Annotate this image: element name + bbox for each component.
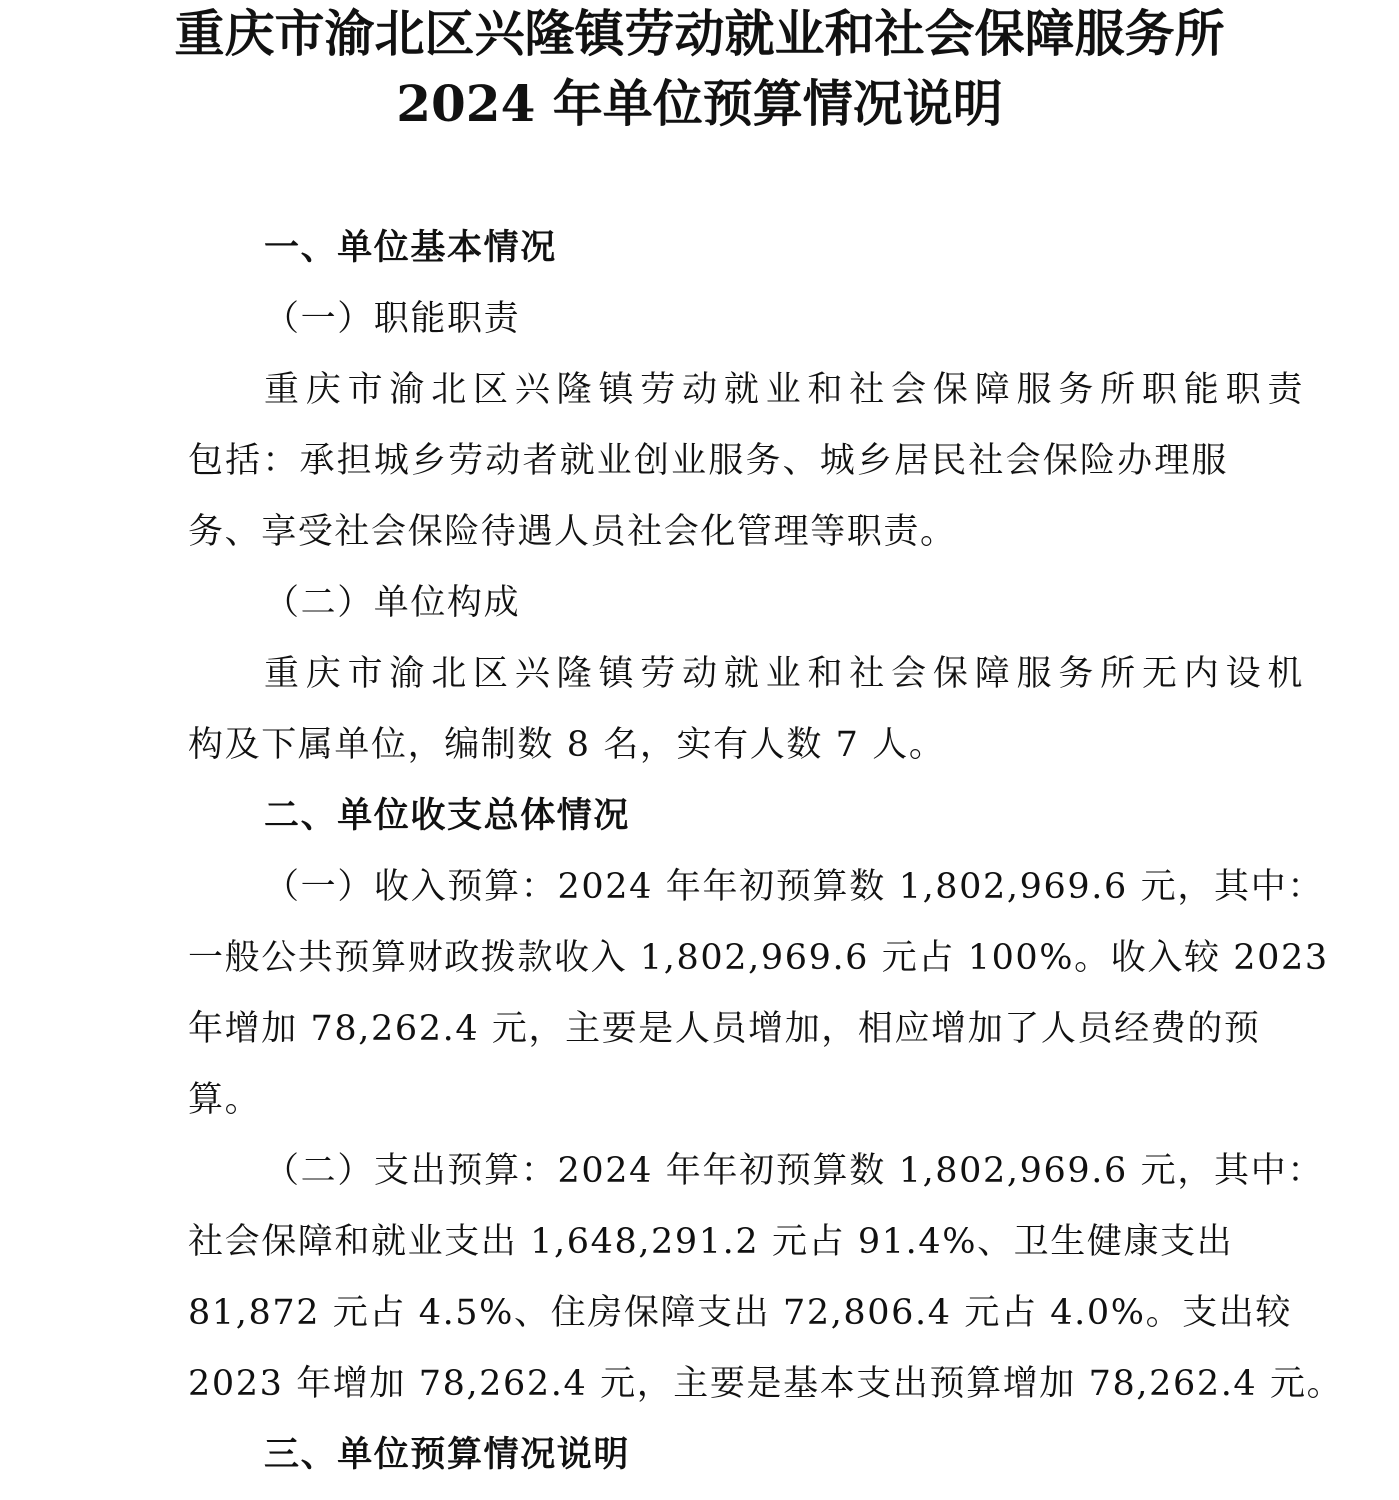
section-heading-basic-info: 一、单位基本情况: [264, 228, 557, 268]
paragraph-structure-line-1: 重庆市渝北区兴隆镇劳动就业和社会保障服务所无内设机: [264, 654, 1304, 694]
paragraph-expense-line-4: 2023 年增加 78,262.4 元，主要是基本支出预算增加 78,262.4 元。: [188, 1364, 1344, 1404]
paragraph-duties-line-2: 包括：承担城乡劳动者就业创业服务、城乡居民社会保险办理服: [188, 441, 1228, 481]
paragraph-expense-line-1: （二）支出预算：2024 年年初预算数 1,802,969.6 元，其中：: [264, 1151, 1324, 1191]
paragraph-structure-line-2: 构及下属单位，编制数 8 名，实有人数 7 人。: [188, 725, 946, 765]
paragraph-expense-line-2: 社会保障和就业支出 1,648,291.2 元占 91.4%、卫生健康支出: [188, 1222, 1234, 1262]
document-body: [188, 222, 1344, 1500]
paragraph-income-line-4: 算。: [188, 1080, 262, 1120]
section-heading-budget: 三、单位预算情况说明: [264, 1435, 631, 1475]
paragraph-expense-line-3: 81,872 元占 4.5%、住房保障支出 72,806.4 元占 4.0%。支出较: [188, 1293, 1292, 1333]
paragraph-duties-line-3: 务、享受社会保险待遇人员社会化管理等职责。: [188, 512, 957, 552]
paragraph-income-line-2: 一般公共预算财政拨款收入 1,802,969.6 元占 100%。收入较 2023: [188, 938, 1329, 978]
paragraph-duties-line-1: 重庆市渝北区兴隆镇劳动就业和社会保障服务所职能职责: [264, 370, 1304, 410]
document-title-line-1: 重庆市渝北区兴隆镇劳动就业和社会保障服务所: [174, 4, 1225, 63]
section-heading-overall: 二、单位收支总体情况: [264, 796, 631, 836]
paragraph-income-line-3: 年增加 78,262.4 元，主要是人员增加，相应增加了人员经费的预: [188, 1009, 1261, 1049]
document-title-line-2: 2024 年单位预算情况说明: [396, 74, 1003, 133]
subsection-heading-structure: （二）单位构成: [264, 583, 521, 623]
paragraph-income-line-1: （一）收入预算：2024 年年初预算数 1,802,969.6 元，其中：: [264, 867, 1324, 907]
subsection-heading-duties: （一）职能职责: [264, 299, 521, 339]
